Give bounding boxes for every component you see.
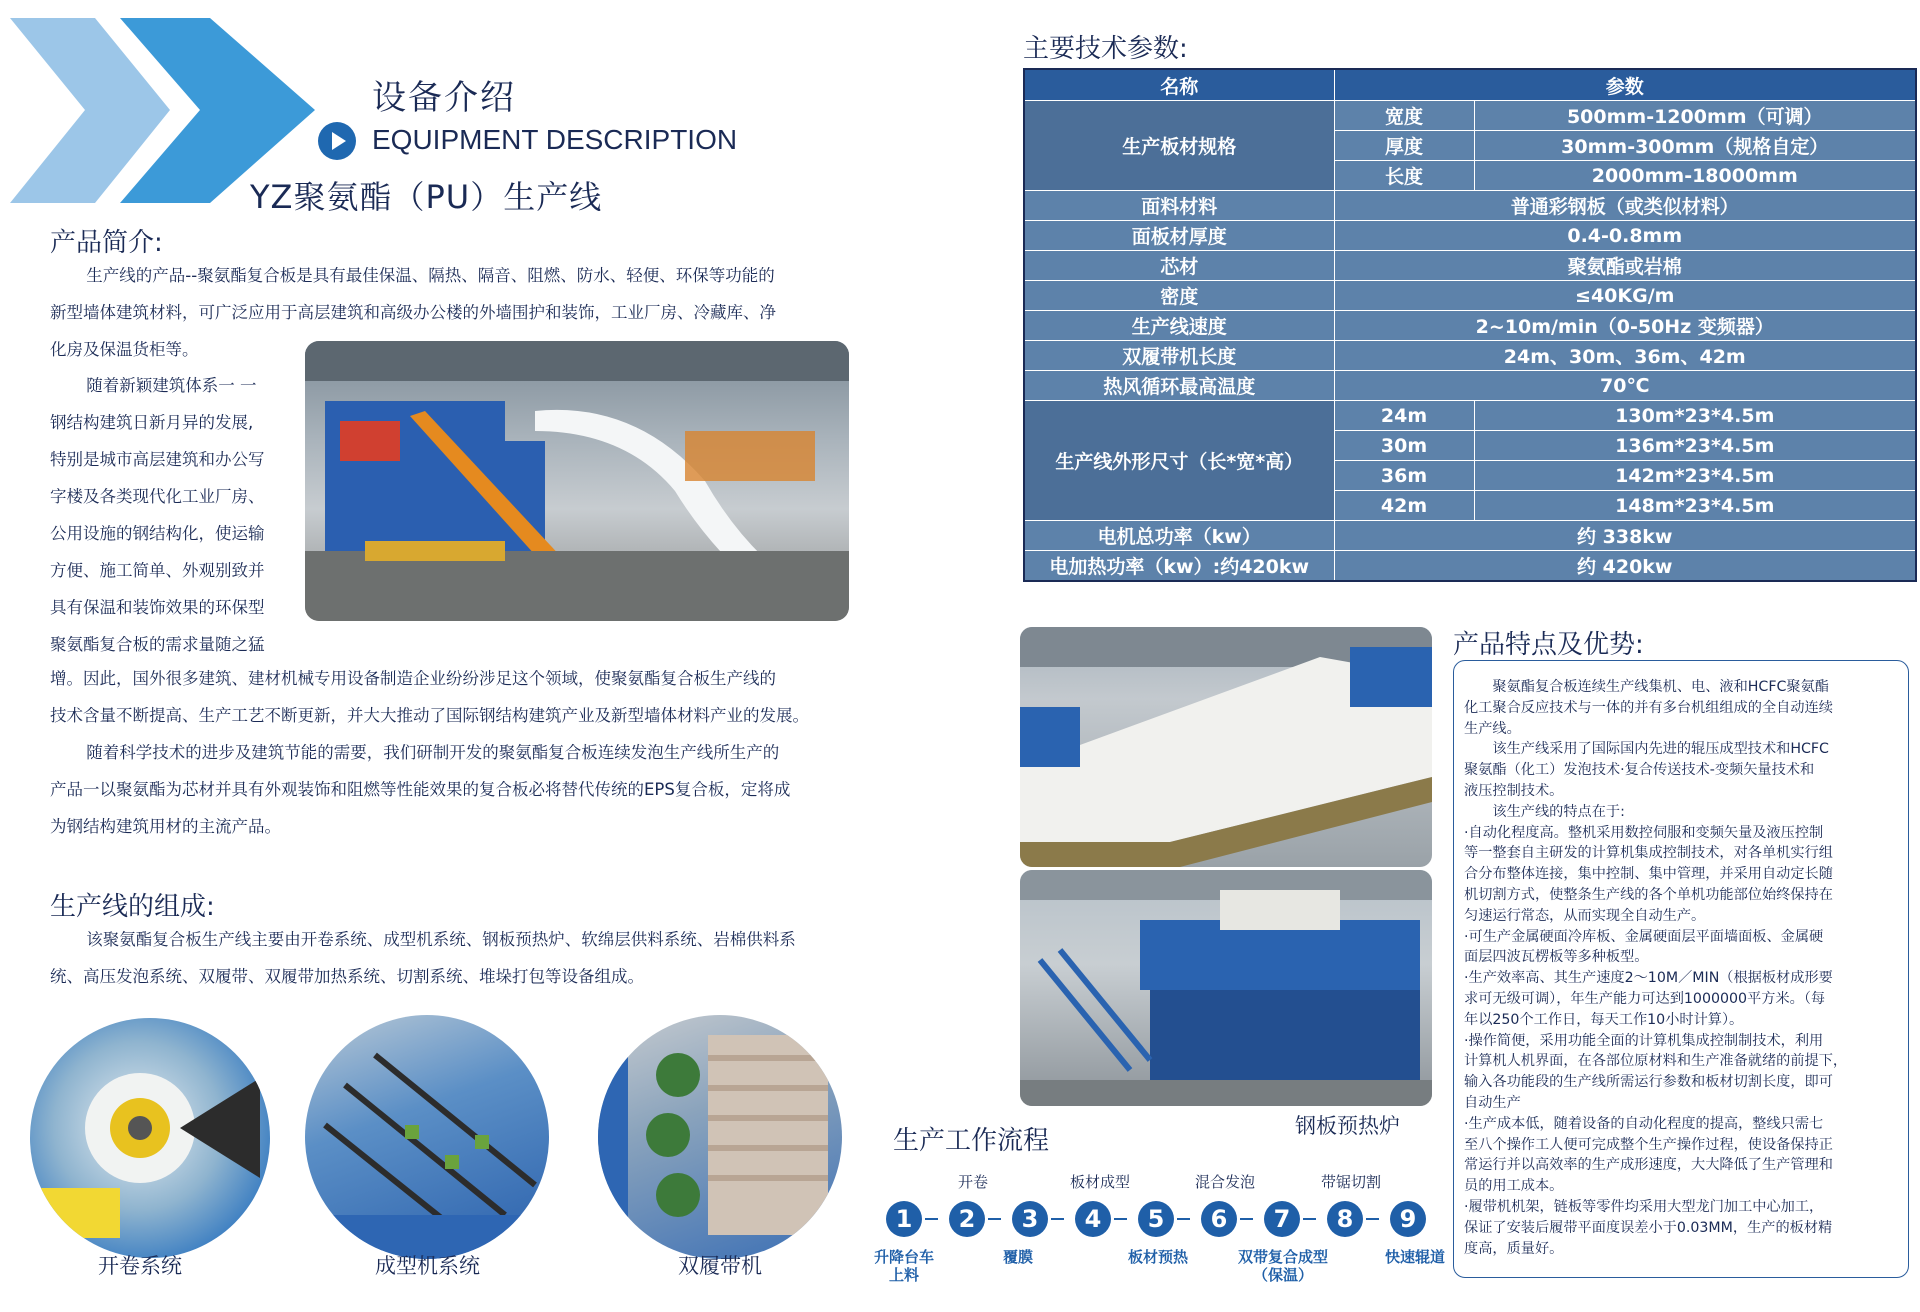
text-line: 自动生产 [1464,1094,1521,1111]
preheater-caption: 钢板预热炉 [1295,1114,1400,1138]
spec-name: 芯材 [1024,251,1334,281]
forming-machine-photo [305,1015,549,1259]
table-row [1024,251,1916,281]
text-line: 该聚氨酯复合板生产线主要由开卷系统、成型机系统、钢板预热炉、软绵层供料系统、岩棉供料系 [86,930,796,949]
double-belt-caption: 双履带机 [678,1254,762,1278]
spec-name: 面料材料 [1024,191,1334,221]
process-connector [988,1218,1001,1220]
double-belt-photo [598,1015,842,1259]
text-line: 具有保温和装饰效果的环保型 [50,598,265,617]
text-line: 面层四波瓦楞板等多种板型。 [1464,949,1649,966]
text-line: 求可无级可调），年生产能力可达到1000000平方米。（每 [1464,990,1826,1007]
length-value: 2000mm-18000mm [1474,161,1916,191]
text-line: 生产线。 [1464,720,1521,737]
dimension-value: 148m*23*4.5m [1474,491,1916,521]
section-title-cn: 设备介绍 [372,78,516,118]
spec-name: 热风循环最高温度 [1024,371,1334,401]
production-line-photo [305,341,849,621]
features-box [1453,660,1909,1278]
table-row [1024,101,1916,131]
table-row [1024,221,1916,251]
text-line: 匀速运行常态，从而实现全自动生产。 [1464,907,1706,924]
production-line-illustration [305,341,849,621]
text-line: 聚氨酯复合板的需求量随之猛 [50,635,265,654]
text-line: 员的用工成本。 [1464,1178,1564,1195]
text-line: 合分布整体连接，集中控制、集中管理，并采用自动定长随 [1464,866,1833,883]
dimension-value: 136m*23*4.5m [1474,431,1916,461]
process-step-7: 7 [1264,1201,1300,1237]
process-label-top: 混合发泡 [1194,1173,1255,1191]
process-step-9: 9 [1390,1201,1426,1237]
text-line: ·可生产金属硬面冷库板、金属硬面层平面墙面板、金属硬 [1464,928,1824,945]
table-header-row [1024,69,1916,101]
table-row [1024,191,1916,221]
table-row [1024,401,1916,431]
spec-value: 24m、30m、36m、42m [1334,341,1916,371]
table-row [1024,371,1916,401]
thickness-value: 30mm-300mm（规格自定） [1474,131,1916,161]
preheater-illustration [1020,870,1432,1106]
col-header-name: 名称 [1024,69,1334,101]
table-row [1024,521,1916,551]
text-line: 字楼及各类现代化工业厂房、 [50,487,265,506]
belt-length: 36m [1334,461,1474,491]
play-icon [318,122,356,160]
table-row [1024,281,1916,311]
text-line: 新型墙体建筑材料，可广泛应用于高层建筑和高级办公楼的外墙围护和装饰，工业厂房、冷藏库、净 [50,303,776,322]
forming-machine-caption: 成型机系统 [375,1254,480,1278]
process-label-top: 带锯切割 [1320,1173,1381,1191]
product-line-title: YZ聚氨酯（PU）生产线 [250,178,603,216]
spec-value: 约 420kw [1334,551,1916,582]
table-row [1024,551,1916,582]
process-label-top: 板材成型 [1069,1173,1130,1191]
text-line: 该生产线采用了国际国内先进的辊压成型技术和HCFC [1464,741,1829,758]
text-line: 技术含量不断提高、生产工艺不断更新，并大大推动了国际钢结构建筑产业及新型墙体材料产业的发展。 [50,706,809,725]
text-line: 聚氨酯（化工）发泡技术·复合传送技术-变频矢量技术和 [1464,762,1815,779]
spec-value: 聚氨酯或岩棉 [1334,251,1916,281]
section-title-en: EQUIPMENT DESCRIPTION [372,124,738,155]
text-line: ·生产效率高、其生产速度2～10M／MIN（根据板材成形要 [1464,970,1833,987]
text-line: 化工聚合反应技术与一体的并有多台机组组成的全自动连续 [1464,699,1833,716]
text-line: ·自动化程度高。整机采用数控伺服和变频矢量及液压控制 [1464,824,1824,841]
spec-name: 电机总功率（kw） [1024,521,1334,551]
process-heading: 生产工作流程 [893,1126,1050,1156]
thickness-label: 厚度 [1334,131,1474,161]
dimension-label: 生产线外形尺寸（长*宽*高） [1024,401,1334,521]
process-step-4: 4 [1075,1201,1111,1237]
process-connector [925,1218,938,1220]
text-line: 至八个操作工人便可完成整个生产操作过程，使设备保持正 [1464,1136,1833,1153]
process-connector [1051,1218,1064,1220]
text-line: 特别是城市高层建筑和办公写 [50,450,265,469]
belt-length: 24m [1334,401,1474,431]
double-belt-illustration [598,1015,842,1259]
process-connector [1303,1218,1316,1220]
text-line: 生产线的产品--聚氨酯复合板是具有最佳保温、隔热、隔音、阻燃、防水、轻便、环保等功能的 [86,266,775,285]
text-line: 计算机人机界面，在各部位原材料和生产准备就绪的前提下， [1464,1053,1848,1070]
text-line: 产品一以聚氨酯为芯材并具有外观装饰和阻燃等性能效果的复合板必将替代传统的EPS复合板，定将成 [50,780,791,799]
text-line: 输入各功能段的生产线所需运行参数和板材切割长度，即可 [1464,1074,1833,1091]
text-line: 保证了安装后履带平面度误差小于0.03MM，生产的板材精 [1464,1219,1833,1236]
text-line: 为钢结构建筑用材的主流产品。 [50,817,281,836]
text-line: 统、高压发泡系统、双履带、双履带加热系统、切割系统、堆垛打包等设备组成。 [50,967,644,986]
text-line: 液压控制技术。 [1464,782,1564,799]
process-step-8: 8 [1327,1201,1363,1237]
uncoiler-photo [30,1018,270,1258]
belt-length: 42m [1334,491,1474,521]
process-label-top: 开卷 [957,1173,988,1191]
spec-value: 70℃ [1334,371,1916,401]
dimension-value: 142m*23*4.5m [1474,461,1916,491]
table-row [1024,311,1916,341]
text-line: 该生产线的特点在于: [1464,803,1625,820]
features-heading: 产品特点及优势: [1453,630,1644,660]
text-line: 度高，质量好。 [1464,1240,1564,1257]
text-line: ·操作简便，采用功能全面的计算机集成控制制技术，利用 [1464,1032,1824,1049]
length-label: 长度 [1334,161,1474,191]
process-label-bottom: 升降台车上料 [873,1248,934,1284]
width-label: 宽度 [1334,101,1474,131]
table-row [1024,341,1916,371]
process-label-bottom: 双带复合成型（保温） [1237,1248,1328,1284]
spec-name: 双履带机长度 [1024,341,1334,371]
process-step-6: 6 [1201,1201,1237,1237]
panel-output-illustration [1020,627,1432,867]
text-line: 增。因此，国外很多建筑、建材机械专用设备制造企业纷纷涉足这个领域，使聚氨酯复合板生产线的 [50,669,776,688]
process-connector [1366,1218,1379,1220]
text-line: 随着科学技术的进步及建筑节能的需要，我们研制开发的聚氨酯复合板连续发泡生产线所生产的 [86,743,780,762]
text-line: 等一整套自主研发的计算机集成控制技术，对各单机实行组 [1464,845,1833,862]
spec-name: 电加热功率（kw）:约420kw [1024,551,1334,582]
text-line: 聚氨酯复合板连续生产线集机、电、液和HCFC聚氨酯 [1464,679,1829,695]
process-step-3: 3 [1012,1201,1048,1237]
process-connector [1114,1218,1127,1220]
intro-paragraph-2-cont [50,660,950,845]
uncoiler-illustration [30,1018,270,1258]
intro-paragraph-2 [50,367,310,663]
process-label-bottom: 快速辊道 [1384,1248,1445,1266]
process-label-bottom: 板材预热 [1127,1248,1188,1266]
spec-name: 密度 [1024,281,1334,311]
intro-heading: 产品简介: [50,228,163,258]
text-line: 机切割方式，使整条生产线的各个单机功能部位始终保持在 [1464,886,1833,903]
process-connector [1240,1218,1253,1220]
spec-value: 约 338kw [1334,521,1916,551]
process-step-1: 1 [886,1201,922,1237]
process-step-5: 5 [1138,1201,1174,1237]
text-line: 常运行并以高效率的生产成形速度，大大降低了生产管理和 [1464,1157,1833,1174]
specs-heading: 主要技术参数: [1023,34,1188,64]
belt-length: 30m [1334,431,1474,461]
dimension-value: 130m*23*4.5m [1474,401,1916,431]
composition-heading: 生产线的组成: [50,892,215,922]
col-header-param: 参数 [1334,69,1916,101]
spec-value: 2~10m/min（0-50Hz 变频器） [1334,311,1916,341]
process-step-2: 2 [949,1201,985,1237]
uncoiler-caption: 开卷系统 [98,1254,182,1278]
spec-name: 生产线速度 [1024,311,1334,341]
text-line: 年以250个工作日，每天工作10小时计算）。 [1464,1011,1744,1028]
forming-machine-illustration [305,1015,549,1259]
specs-table [1023,68,1917,582]
text-line: 化房及保温货柜等。 [50,340,199,359]
composition-text [50,921,950,995]
text-line: 钢结构建筑日新月异的发展, [50,413,254,432]
text-line: ·生产成本低，随着设备的自动化程度的提高，整线只需七 [1464,1115,1824,1132]
spec-value: 普通彩钢板（或类似材料） [1334,191,1916,221]
text-line: 方便、施工简单、外观别致并 [50,561,265,580]
spec-name: 面板材厚度 [1024,221,1334,251]
text-line: 公用设施的钢结构化，使运输 [50,524,265,543]
preheater-photo [1020,870,1432,1106]
spec-value: 0.4-0.8mm [1334,221,1916,251]
process-label-bottom: 覆膜 [1002,1248,1033,1266]
board-spec-label: 生产板材规格 [1024,101,1334,191]
text-line: 随着新颖建筑体系一 一 [86,376,257,395]
width-value: 500mm-1200mm（可调） [1474,101,1916,131]
panel-output-photo [1020,627,1432,867]
process-connector [1177,1218,1190,1220]
text-line: ·履带机机架，链板等零件均采用大型龙门加工中心加工， [1464,1198,1824,1215]
spec-value: ≤40KG/m [1334,281,1916,311]
